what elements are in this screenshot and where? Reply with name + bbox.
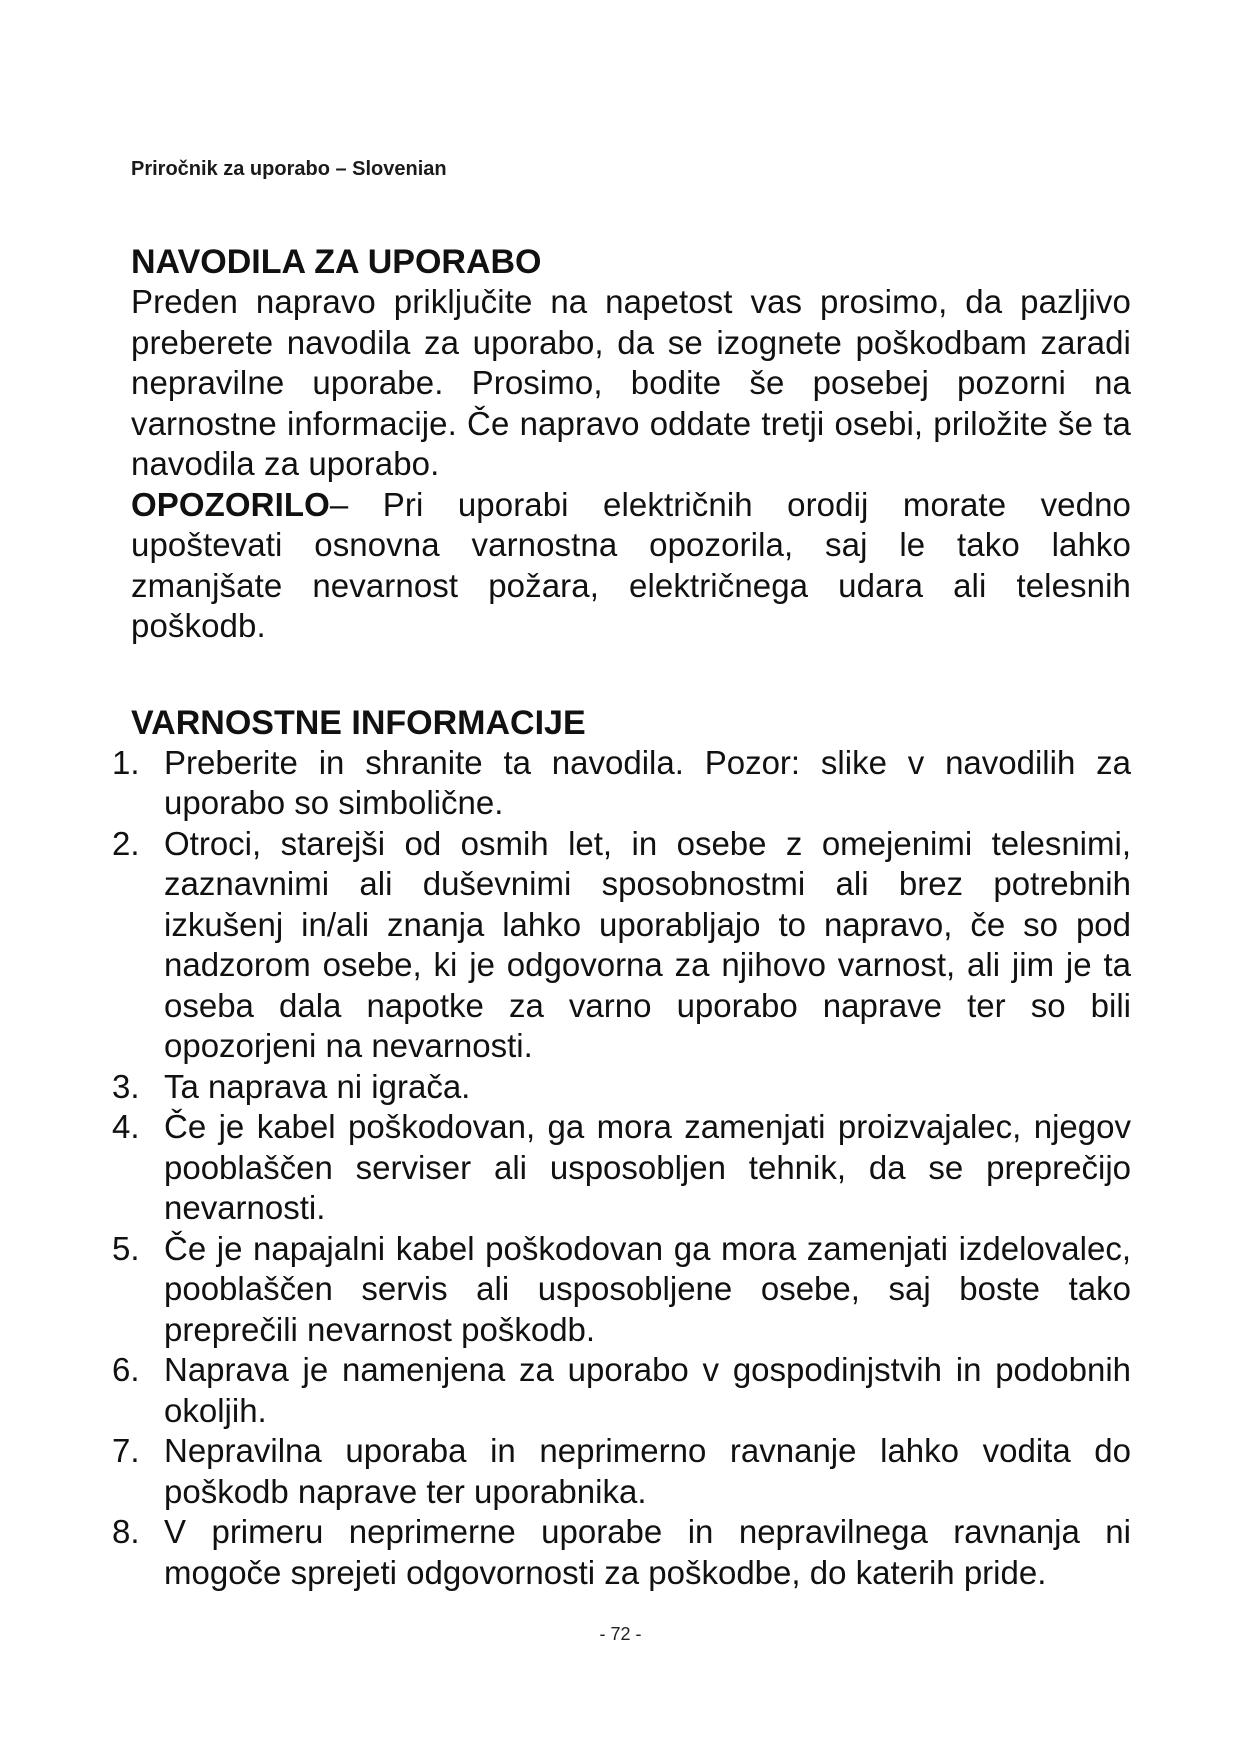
list-item-number: 8. [112, 1513, 140, 1550]
list-item-number: 7. [112, 1432, 140, 1469]
list-item-text: Nepravilna uporaba in neprimerno ravnanje lahko vodita do poškodb naprave ter uporabnika. [164, 1432, 1131, 1510]
safety-title: VARNOSTNE INFORMACIJE [131, 703, 586, 742]
list-item-number: 1. [112, 743, 140, 781]
safety-list [112, 743, 1131, 1594]
list-item [112, 1512, 1131, 1593]
list-item-text: V primeru neprimerne uporabe in nepravilnega ravnanja ni mogoče sprejeti odgovornosti za poškodbe, do katerih pride. [164, 1513, 1131, 1591]
list-item [112, 743, 1131, 824]
page-number: - 72 - [599, 1624, 642, 1644]
list-item-number: 4. [112, 1108, 140, 1145]
list-item [112, 1067, 1131, 1108]
list-item-text: Ta naprava ni igrača. [164, 1067, 471, 1105]
list-item-number: 6. [112, 1351, 140, 1388]
list-item-text: Če je kabel poškodovan, ga mora zamenjati proizvajalec, njegov pooblaščen serviser ali usposobljen tehnik, da se preprečijo nevarnosti. [164, 1108, 1131, 1226]
section-spacer [131, 647, 1131, 703]
list-item [112, 1107, 1131, 1229]
list-item-number: 5. [112, 1229, 140, 1267]
list-item-number: 2. [112, 824, 140, 862]
list-item [112, 1431, 1131, 1512]
page-content [112, 242, 1131, 1593]
list-item [112, 1350, 1131, 1431]
list-item-number: 3. [112, 1067, 140, 1105]
list-item-text: Naprava je namenjena za uporabo v gospodinjstvih in podobnih okoljih. [164, 1351, 1131, 1429]
instructions-intro: Preden napravo priključite na napetost vas prosimo, da pazljivo preberete navodila za uporabo, da se izognete poškodbam zaradi nepravilne uporabe. Prosimo, bodite še posebej pozorni na varnostne informacije. Če napravo oddate tretji osebi, priložite še ta navodila za uporabo. [131, 283, 1131, 482]
warning-paragraph [131, 485, 1131, 647]
list-item-text: Otroci, starejši od osmih let, in osebe z omejenimi telesnimi, zaznavnimi ali duševnimi sposobnostmi ali brez potrebnih izkušenj in/ali znanja lahko uporabljajo to napravo, če so pod nadzorom osebe, ki je odgovorna za njihovo varnost, ali jim je ta oseba dala napotke za varno uporabo naprave ter so bili opozorjeni na nevarnosti. [164, 824, 1131, 1064]
warning-text: – Pri uporabi električnih orodij morate vedno upoštevati osnovna varnostna opozorila, saj le tako lahko zmanjšate nevarnost požara, električnega udara ali telesnih poškodb. [131, 485, 1131, 644]
list-item [112, 824, 1131, 1067]
warning-label: OPOZORILO [131, 485, 330, 523]
list-item-text: Preberite in shranite ta navodila. Pozor: slike v navodilih za uporabo so simbolične. [164, 743, 1131, 821]
list-item-text: Če je napajalni kabel poškodovan ga mora zamenjati izdelovalec, pooblaščen servis ali usposobljene osebe, saj boste tako preprečili nevarnost poškodb. [164, 1229, 1131, 1348]
instructions-title: NAVODILA ZA UPORABO [131, 243, 542, 281]
list-item [112, 1229, 1131, 1351]
running-header: Priročnik za uporabo – Slovenian [131, 158, 447, 180]
